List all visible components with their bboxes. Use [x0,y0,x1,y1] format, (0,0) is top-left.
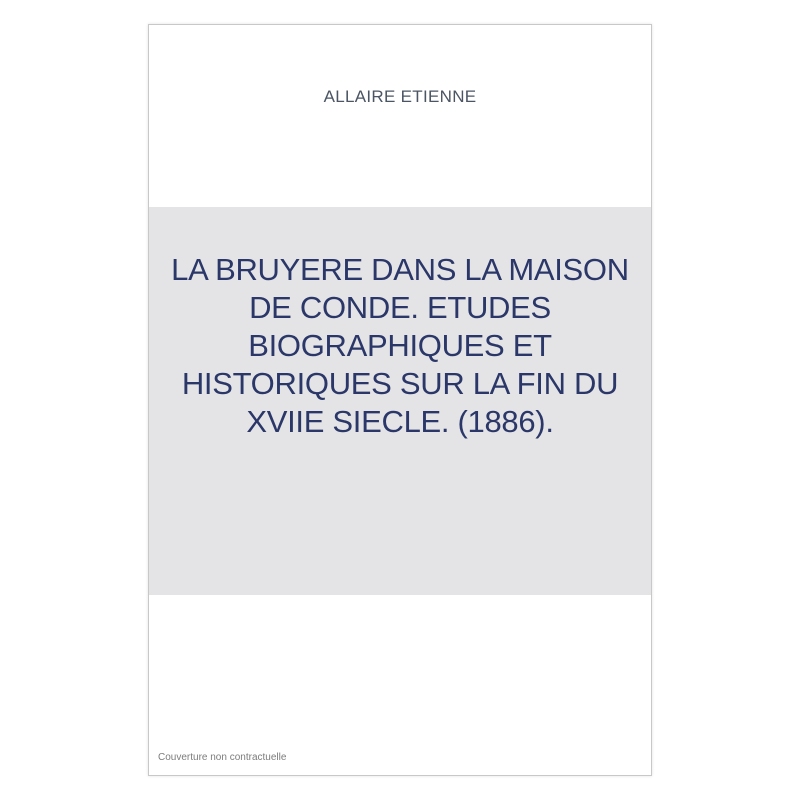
book-title: LA BRUYERE DANS LA MAISON DE CONDE. ETUDES BIOGRAPHIQUES ET HISTORIQUES SUR LA FIN DU XVIIE SIECLE. (1886). [171,252,629,439]
author-name: ALLAIRE ETIENNE [323,87,477,106]
cover-disclaimer: Couverture non contractuelle [158,752,287,763]
title-panel [149,207,651,595]
book-cover [148,24,652,776]
